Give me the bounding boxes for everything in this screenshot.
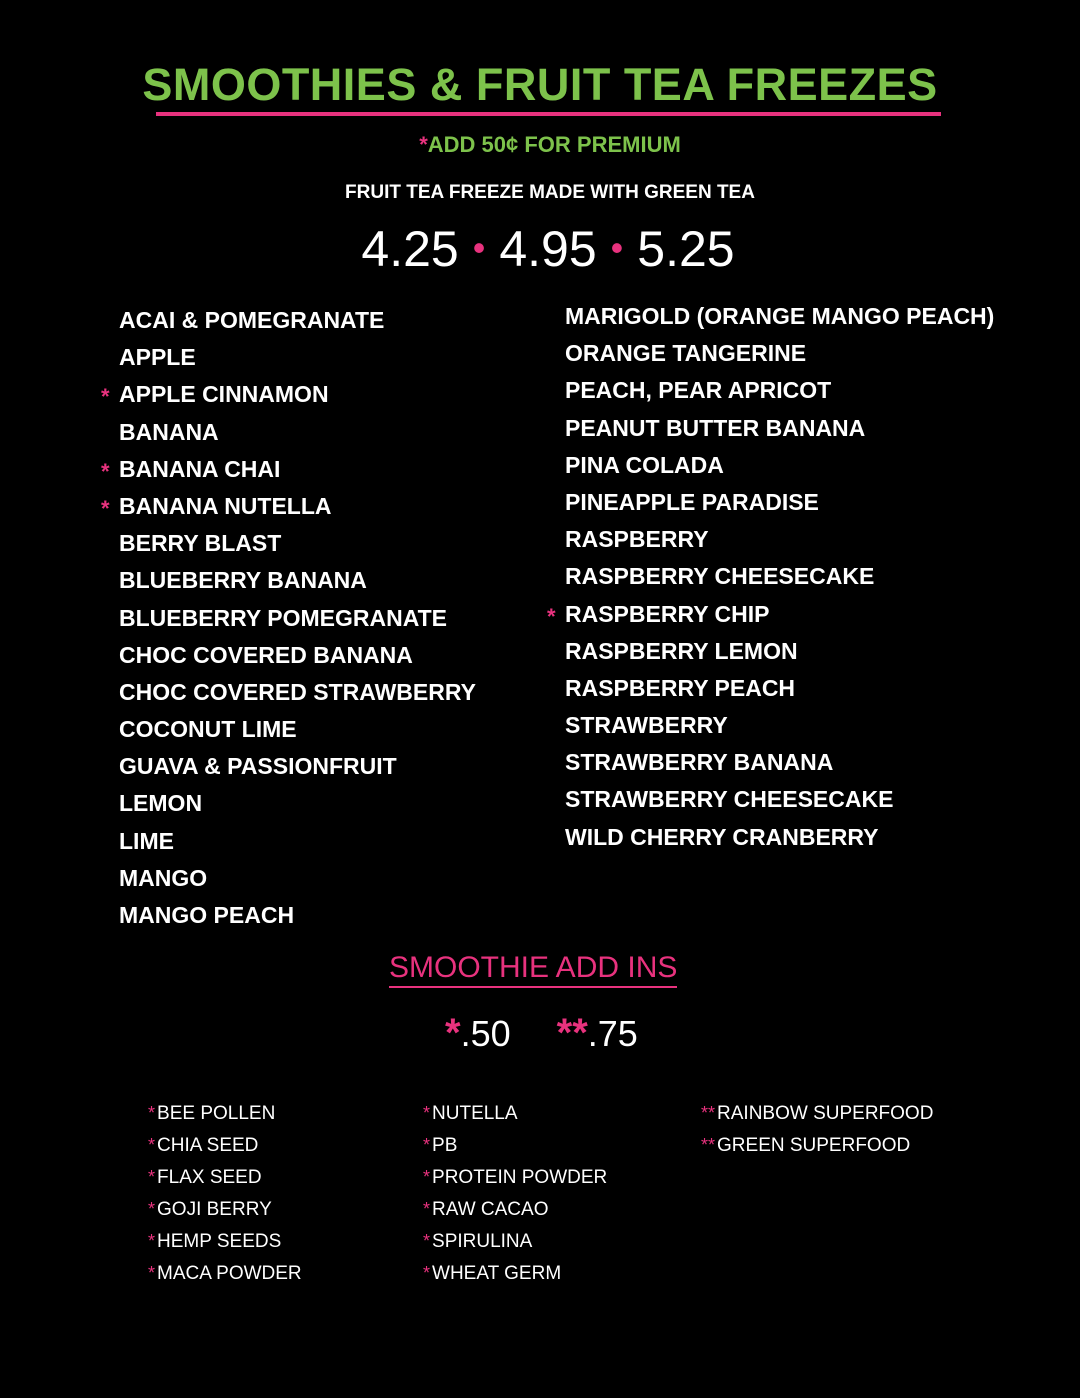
flavor-item	[565, 707, 994, 744]
addin-item	[423, 1097, 607, 1129]
flavor-name: RASPBERRY CHEESECAKE	[565, 563, 875, 590]
flavor-name: RASPBERRY PEACH	[565, 674, 796, 701]
flavor-item	[119, 525, 476, 562]
flavor-item	[565, 744, 994, 781]
flavor-item	[565, 447, 994, 484]
flavor-item	[119, 302, 476, 339]
flavor-name: BANANA CHAI	[119, 455, 281, 482]
flavor-name: STRAWBERRY BANANA	[565, 749, 834, 776]
flavor-name: STRAWBERRY	[565, 712, 728, 739]
flavor-name: PEACH, PEAR APRICOT	[565, 377, 832, 404]
flavor-item	[565, 558, 994, 595]
flavor-item	[101, 488, 476, 525]
addin-column-a	[148, 1097, 302, 1289]
addin-name: WHEAT GERM	[432, 1263, 562, 1284]
addin-item	[148, 1257, 302, 1289]
addin-price-star-icon: *	[423, 1135, 431, 1155]
addin-price-star-icon: *	[423, 1167, 431, 1187]
addin-item	[148, 1097, 302, 1129]
flavor-name: PINA COLADA	[565, 451, 724, 478]
addin-item	[423, 1129, 607, 1161]
flavor-name: RASPBERRY CHIP	[565, 600, 770, 627]
addin-price-star-icon: *	[423, 1231, 431, 1251]
addin-price-star-icon: *	[423, 1263, 431, 1283]
flavor-item	[119, 748, 476, 785]
flavor-name: WILD CHERRY CRANBERRY	[565, 823, 879, 850]
addin-name: GOJI BERRY	[157, 1199, 272, 1220]
premium-star-icon: *	[101, 495, 110, 521]
flavor-name: BLUEBERRY POMEGRANATE	[119, 604, 447, 631]
double-star: **	[556, 1011, 588, 1055]
price-medium: 4.95	[499, 221, 597, 277]
flavor-name: RASPBERRY LEMON	[565, 637, 798, 664]
addin-item	[148, 1193, 302, 1225]
flavor-item	[565, 484, 994, 521]
addin-item	[423, 1257, 607, 1289]
addin-price-star-icon: *	[148, 1199, 156, 1219]
flavor-name: PEANUT BUTTER BANANA	[565, 414, 866, 441]
addin-column-b	[423, 1097, 607, 1289]
addin-price-star-icon: *	[148, 1231, 156, 1251]
menu-title: SMOOTHIES & FRUIT TEA FREEZES	[142, 59, 938, 110]
title-underline	[156, 112, 941, 116]
flavor-name: LEMON	[119, 790, 203, 817]
flavor-item	[119, 897, 476, 934]
flavor-item	[565, 335, 994, 372]
flavor-item	[565, 633, 994, 670]
flavor-name: LIME	[119, 827, 174, 854]
price-separator: •	[472, 227, 486, 268]
addin-name: HEMP SEEDS	[157, 1231, 282, 1252]
addin-item	[148, 1225, 302, 1257]
flavor-item	[119, 339, 476, 376]
addin-price-star-icon: *	[423, 1199, 431, 1219]
addin-item	[148, 1129, 302, 1161]
addin-item	[423, 1193, 607, 1225]
flavor-name: BERRY BLAST	[119, 530, 282, 557]
flavor-item	[119, 823, 476, 860]
premium-star-icon: *	[547, 603, 556, 629]
addin-price-double: .75	[587, 1013, 638, 1054]
flavor-name: CHOC COVERED STRAWBERRY	[119, 678, 476, 705]
addin-name: BEE POLLEN	[157, 1103, 276, 1124]
single-star: *	[445, 1011, 461, 1055]
flavor-name: MARIGOLD (ORANGE MANGO PEACH)	[565, 303, 995, 329]
flavor-name: MANGO	[119, 864, 208, 891]
flavor-item	[565, 298, 994, 335]
flavor-name: GUAVA & PASSIONFRUIT	[119, 753, 397, 780]
green-tea-note: FRUIT TEA FREEZE MADE WITH GREEN TEA	[345, 182, 755, 203]
flavor-column-left	[101, 302, 476, 934]
flavor-item	[565, 521, 994, 558]
addin-price-star-icon: *	[423, 1103, 431, 1123]
addin-price-star-icon: *	[148, 1263, 156, 1283]
flavor-name: RASPBERRY	[565, 526, 709, 553]
size-prices	[0, 218, 1080, 279]
flavor-name: ACAI & POMEGRANATE	[119, 307, 385, 333]
addin-price-star-icon: **	[701, 1135, 716, 1155]
flavor-name: BANANA	[119, 418, 219, 445]
premium-note-text: ADD 50¢ FOR PREMIUM	[427, 132, 681, 157]
flavor-name: COCONUT LIME	[119, 716, 297, 743]
addin-name: PROTEIN POWDER	[432, 1167, 608, 1188]
flavor-item	[119, 785, 476, 822]
flavor-item	[119, 674, 476, 711]
addin-name: PB	[432, 1135, 458, 1156]
flavor-item	[119, 711, 476, 748]
addin-name: FLAX SEED	[157, 1167, 262, 1188]
price-large: 5.25	[637, 221, 735, 277]
addin-name: SPIRULINA	[432, 1231, 533, 1252]
flavor-item	[119, 562, 476, 599]
premium-star-icon: *	[101, 384, 110, 410]
flavor-name: ORANGE TANGERINE	[565, 340, 807, 367]
addin-price-star-icon: *	[148, 1135, 156, 1155]
premium-star: *	[419, 132, 428, 157]
addin-item	[701, 1097, 933, 1129]
addin-name: MACA POWDER	[157, 1263, 302, 1284]
flavor-item	[565, 410, 994, 447]
flavor-item	[119, 600, 476, 637]
addin-price-star-icon: *	[148, 1167, 156, 1187]
addin-name: NUTELLA	[432, 1103, 518, 1124]
flavor-name: STRAWBERRY CHEESECAKE	[565, 786, 894, 813]
addin-item	[148, 1161, 302, 1193]
flavor-item	[101, 376, 476, 413]
flavor-name: BLUEBERRY BANANA	[119, 567, 367, 594]
flavor-name: BANANA NUTELLA	[119, 492, 332, 519]
flavor-item	[565, 670, 994, 707]
addin-item	[423, 1161, 607, 1193]
flavor-name: MANGO PEACH	[119, 902, 295, 928]
addin-price-star-icon: **	[701, 1103, 716, 1123]
addins-prices	[445, 1008, 638, 1059]
flavor-item	[101, 451, 476, 488]
flavor-item	[119, 414, 476, 451]
addin-item	[701, 1129, 933, 1161]
price-separator: •	[610, 227, 624, 268]
addin-price-star-icon: *	[148, 1103, 156, 1123]
addins-heading: SMOOTHIE ADD INS	[389, 950, 677, 988]
premium-note	[0, 132, 1080, 158]
addin-name: GREEN SUPERFOOD	[717, 1135, 911, 1156]
flavor-item	[565, 781, 994, 818]
flavor-name: CHOC COVERED BANANA	[119, 641, 413, 668]
flavor-name: APPLE	[119, 344, 196, 371]
price-small: 4.25	[361, 221, 459, 277]
premium-star-icon: *	[101, 458, 110, 484]
flavor-item	[119, 860, 476, 897]
addin-price-single: .50	[460, 1013, 511, 1054]
addin-name: CHIA SEED	[157, 1135, 259, 1156]
flavor-name: PINEAPPLE PARADISE	[565, 488, 819, 515]
flavor-item	[565, 819, 994, 856]
addin-name: RAINBOW SUPERFOOD	[717, 1103, 934, 1124]
addin-name: RAW CACAO	[432, 1199, 549, 1220]
flavor-item	[565, 372, 994, 409]
flavor-item	[547, 596, 994, 633]
addin-column-c	[701, 1097, 933, 1161]
addin-item	[423, 1225, 607, 1257]
flavor-item	[119, 637, 476, 674]
flavor-name: APPLE CINNAMON	[119, 381, 329, 408]
flavor-column-right	[547, 298, 995, 856]
